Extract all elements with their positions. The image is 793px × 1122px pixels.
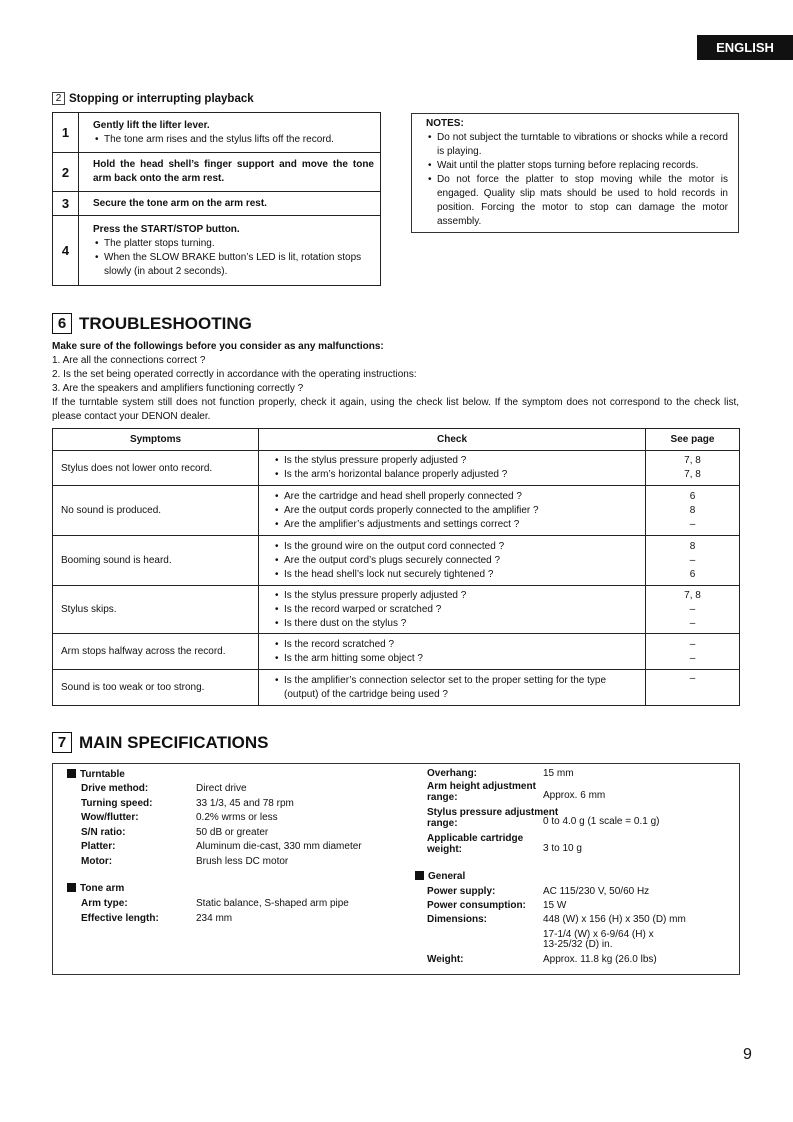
spec-label: Stylus pressure adjustment range: [427, 807, 559, 829]
language-tab: ENGLISH [697, 35, 793, 60]
step-row [53, 113, 381, 153]
see-page-cell [646, 586, 740, 634]
symptom-cell: Arm stops halfway across the record. [53, 634, 259, 670]
step-title: Hold the head shell’s finger support and move the tone arm back onto the arm rest. [93, 159, 374, 184]
check-cell [259, 536, 646, 586]
step-bullets [93, 133, 374, 147]
spec-value: 17-1/4 (W) x 6-9/64 (H) x 13-25/32 (D) in. [543, 929, 654, 950]
spec-value: AC 115/230 V, 50/60 Hz [543, 886, 650, 897]
step-bullet: • The tone arm rises and the stylus lifts off the record. [93, 133, 374, 147]
spec-label: Arm type: [81, 898, 128, 909]
section-heading-stopping [52, 92, 254, 105]
step-title: Press the START/STOP button. [93, 223, 240, 235]
step-title: Gently lift the lifter lever. [93, 119, 210, 131]
see-page-value: – [689, 617, 696, 629]
see-page-value: – [689, 518, 696, 530]
check-item: • Is the stylus pressure properly adjusted ? [273, 589, 637, 603]
check-list [273, 638, 637, 666]
header-see-page: See page [646, 429, 740, 451]
see-page-value: – [689, 603, 696, 615]
step-row [53, 153, 381, 192]
check-cell [259, 586, 646, 634]
see-page-cell [646, 670, 740, 706]
step-bullets [93, 237, 374, 279]
check-item: • Is the arm’s horizontal balance properly adjusted ? [273, 468, 637, 482]
troubleshooting-intro [52, 340, 739, 424]
group-title: Tone arm [80, 883, 125, 894]
symptom-cell: No sound is produced. [53, 486, 259, 536]
see-page-value: – [689, 638, 696, 650]
step-row [53, 192, 381, 216]
intro-lead: Make sure of the followings before you consider as any malfunctions: [52, 341, 384, 352]
square-bullet-icon [67, 769, 76, 778]
spec-label: Applicable cartridge weight: [427, 833, 524, 855]
steps-table [52, 112, 381, 286]
spec-label: Platter: [81, 841, 116, 852]
group-title: General [428, 871, 466, 882]
spec-label: S/N ratio: [81, 826, 126, 838]
spec-label: Motor: [81, 855, 113, 867]
header-check: Check [259, 429, 646, 451]
note-item: • Wait until the platter stops turning before replacing records. [426, 159, 728, 173]
symptom-cell: Booming sound is heard. [53, 536, 259, 586]
spec-value: 0 to 4.0 g (1 scale = 0.1 g) [543, 816, 660, 827]
spec-group-tonearm [67, 882, 124, 897]
check-cell [259, 670, 646, 706]
header-symptoms: Symptoms [53, 429, 259, 451]
step-bullet: • When the SLOW BRAKE button’s LED is lit, rotation stops slowly (in about 2 seconds). [93, 251, 374, 279]
see-page-value: 7, 8 [684, 455, 701, 466]
section-title: Stopping or interrupting playback [69, 92, 254, 105]
section-title: MAIN SPECIFICATIONS [79, 732, 269, 752]
spec-value: Brush less DC motor [196, 855, 289, 867]
spec-value: 15 mm [543, 768, 574, 779]
check-list [273, 674, 637, 702]
check-item: • Is the ground wire on the output cord connected ? [273, 540, 637, 554]
spec-group-general [415, 870, 465, 885]
section-heading-specifications [52, 732, 269, 753]
check-cell [259, 451, 646, 486]
step-content [79, 192, 381, 216]
see-page-value: 6 [689, 568, 696, 580]
notes-title: NOTES: [426, 118, 464, 129]
check-item: • Is the record scratched ? [273, 638, 637, 652]
check-item: • Is the head shell’s lock nut securely tightened ? [273, 568, 637, 582]
specifications-box [52, 763, 740, 975]
note-item: • Do not force the platter to stop moving while the motor is engaged. Quality slip mats should be used to hold records in position. Forcing the motor to stop can damage the motor assembly. [426, 173, 728, 229]
check-list [273, 589, 637, 631]
intro-check-3: 3. Are the speakers and amplifiers functioning correctly ? [52, 383, 304, 394]
troubleshooting-table [52, 428, 740, 706]
symptom-cell: Stylus skips. [53, 586, 259, 634]
table-row [53, 670, 740, 706]
section-title: TROUBLESHOOTING [79, 313, 252, 333]
see-page-value: 7, 8 [684, 469, 701, 480]
spec-value: 33 1/3, 45 and 78 rpm [196, 797, 294, 809]
spec-value: 234 mm [196, 912, 233, 924]
section-number: 2 [52, 92, 65, 105]
table-row [53, 634, 740, 670]
step-content [79, 153, 381, 192]
see-page-value: 7, 8 [684, 589, 701, 601]
table-row [53, 486, 740, 536]
check-item: • Are the amplifier’s adjustments and settings correct ? [273, 518, 637, 532]
check-item: • Is the record warped or scratched ? [273, 603, 637, 617]
spec-label: Turning speed: [81, 797, 153, 809]
spec-label: Power supply: [427, 886, 496, 897]
see-page-cell [646, 486, 740, 536]
check-list [273, 540, 637, 582]
spec-label: Dimensions: [427, 914, 488, 925]
see-page-value: 6 [689, 490, 696, 502]
check-list [273, 454, 637, 482]
check-item: • Is the arm hitting some object ? [273, 652, 637, 666]
section-number: 6 [52, 313, 72, 334]
check-item: • Are the cartridge and head shell properly connected ? [273, 490, 637, 504]
spec-group-turntable [67, 768, 125, 783]
intro-check-2: 2. Is the set being operated correctly in accordance with the operating instructions: [52, 369, 417, 380]
note-item: • Do not subject the turntable to vibrations or shocks while a record is playing. [426, 131, 728, 159]
spec-value: Direct drive [196, 783, 247, 794]
step-content [79, 216, 381, 286]
step-bullet: • The platter stops turning. [93, 237, 374, 251]
check-item: • Are the output cord’s plugs securely connected ? [273, 554, 637, 568]
see-page-value: 8 [689, 540, 696, 552]
intro-paragraph: If the turntable system still does not function properly, check it again, using the check list below. If the symptom does not correspond to the check list, please contact your DENON dealer. [52, 397, 739, 422]
spec-label: Effective length: [81, 912, 159, 924]
see-page-value: – [689, 673, 696, 684]
spec-value: 50 dB or greater [196, 826, 269, 838]
check-item: • Are the output cords properly connected to the amplifier ? [273, 504, 637, 518]
square-bullet-icon [415, 871, 424, 880]
section-number: 7 [52, 732, 72, 753]
table-row [53, 586, 740, 634]
symptom-cell: Sound is too weak or too strong. [53, 670, 259, 706]
spec-value: 448 (W) x 156 (H) x 350 (D) mm [543, 914, 686, 925]
check-item: • Is there dust on the stylus ? [273, 617, 637, 631]
spec-value: Aluminum die-cast, 330 mm diameter [196, 841, 362, 852]
see-page-value: – [689, 554, 696, 566]
spec-label: Wow/flutter: [81, 812, 139, 823]
step-content [79, 113, 381, 153]
spec-value: Approx. 11.8 kg (26.0 lbs) [543, 954, 657, 965]
spec-value: Static balance, S-shaped arm pipe [196, 898, 349, 909]
step-row [53, 216, 381, 286]
notes-box [411, 113, 739, 233]
spec-value: 15 W [543, 900, 567, 911]
square-bullet-icon [67, 883, 76, 892]
spec-label: Weight: [427, 954, 464, 965]
check-cell [259, 634, 646, 670]
see-page-cell [646, 451, 740, 486]
step-number: 2 [53, 153, 79, 192]
see-page-cell [646, 634, 740, 670]
step-number: 3 [53, 192, 79, 216]
intro-check-1: 1. Are all the connections correct ? [52, 355, 206, 366]
see-page-cell [646, 536, 740, 586]
spec-label: Drive method: [81, 783, 149, 794]
symptom-cell: Stylus does not lower onto record. [53, 451, 259, 486]
table-row [53, 451, 740, 486]
step-number: 1 [53, 113, 79, 153]
check-list [273, 490, 637, 532]
group-title: Turntable [80, 769, 125, 780]
spec-value: Approx. 6 mm [543, 790, 606, 801]
notes-list [426, 131, 728, 229]
spec-label: Power consumption: [427, 900, 526, 911]
spec-label: Arm height adjustment range: [427, 781, 536, 803]
section-heading-troubleshooting [52, 313, 252, 334]
check-cell [259, 486, 646, 536]
check-item: • Is the stylus pressure properly adjusted ? [273, 454, 637, 468]
spec-value: 0.2% wrms or less [196, 812, 278, 823]
step-number: 4 [53, 216, 79, 286]
see-page-value: 8 [689, 504, 696, 516]
see-page-value: – [689, 652, 696, 664]
check-item: • Is the amplifier’s connection selector set to the proper setting for the type (output) of the cartridge being used ? [273, 674, 637, 702]
step-title: Secure the tone arm on the arm rest. [93, 197, 267, 209]
spec-label: Overhang: [427, 768, 478, 779]
table-row [53, 536, 740, 586]
page-number: 9 [743, 1046, 752, 1063]
spec-value: 3 to 10 g [543, 843, 582, 854]
